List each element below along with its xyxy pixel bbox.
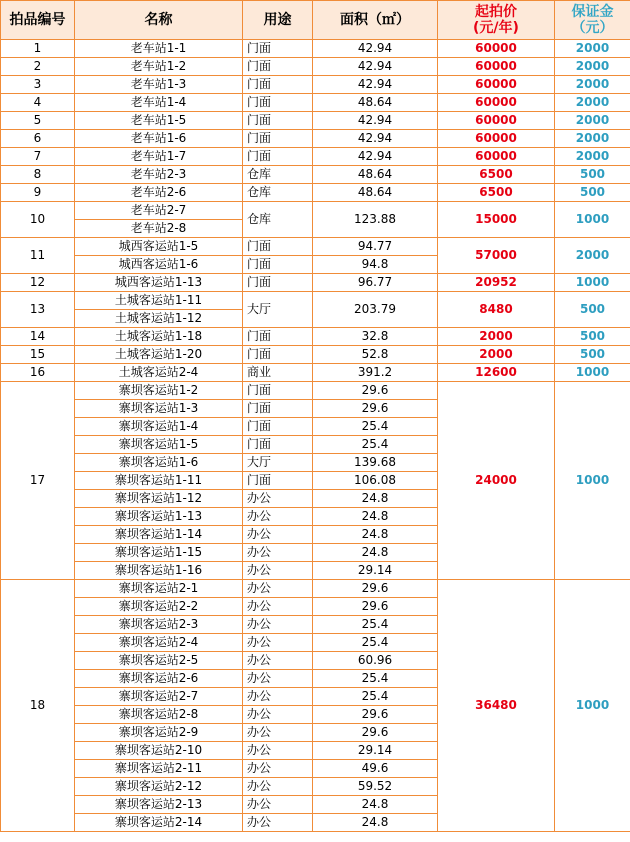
lot-area-cell: 29.6	[313, 706, 438, 724]
lot-area-cell: 24.8	[313, 544, 438, 562]
lot-number-cell: 6	[1, 130, 75, 148]
lot-usage-cell: 商业	[243, 364, 313, 382]
deposit-cell: 2000	[555, 148, 630, 166]
deposit-cell: 500	[555, 166, 630, 184]
lot-number-cell: 3	[1, 76, 75, 94]
lot-area-cell: 24.8	[313, 814, 438, 832]
lot-name-cell: 老车站2-7	[75, 202, 243, 220]
lot-area-cell: 32.8	[313, 328, 438, 346]
table-row	[1, 148, 630, 166]
lot-area-cell: 42.94	[313, 112, 438, 130]
start-price-cell: 36480	[438, 580, 555, 832]
deposit-cell: 1000	[555, 580, 630, 832]
lot-number-cell: 13	[1, 292, 75, 328]
lot-usage-cell: 办公	[243, 580, 313, 598]
lot-usage-cell: 办公	[243, 490, 313, 508]
lot-usage-cell: 大厅	[243, 454, 313, 472]
lot-area-cell: 29.6	[313, 580, 438, 598]
lot-usage-cell: 办公	[243, 634, 313, 652]
start-price-cell: 8480	[438, 292, 555, 328]
table-row	[1, 364, 630, 382]
deposit-cell: 2000	[555, 130, 630, 148]
start-price-cell: 60000	[438, 40, 555, 58]
lot-name-cell: 土城客运站1-11	[75, 292, 243, 310]
deposit-cell: 1000	[555, 364, 630, 382]
lot-area-cell: 48.64	[313, 184, 438, 202]
lot-area-cell: 94.77	[313, 238, 438, 256]
lot-name-cell: 寨坝客运站1-12	[75, 490, 243, 508]
lot-name-cell: 老车站2-8	[75, 220, 243, 238]
table-row	[1, 184, 630, 202]
lot-name-cell: 老车站2-6	[75, 184, 243, 202]
lot-name-cell: 寨坝客运站1-11	[75, 472, 243, 490]
lot-name-cell: 寨坝客运站2-1	[75, 580, 243, 598]
lot-area-cell: 42.94	[313, 76, 438, 94]
lot-number-cell: 18	[1, 580, 75, 832]
lot-area-cell: 25.4	[313, 688, 438, 706]
lot-name-cell: 寨坝客运站1-3	[75, 400, 243, 418]
table-row	[1, 382, 630, 400]
header-start-price	[438, 1, 555, 40]
lot-area-cell: 29.14	[313, 742, 438, 760]
lot-name-cell: 土城客运站1-18	[75, 328, 243, 346]
lot-area-cell: 25.4	[313, 616, 438, 634]
lot-name-cell: 寨坝客运站2-9	[75, 724, 243, 742]
lot-usage-cell: 门面	[243, 346, 313, 364]
lot-name-cell: 寨坝客运站1-5	[75, 436, 243, 454]
deposit-cell: 2000	[555, 94, 630, 112]
lot-area-cell: 25.4	[313, 418, 438, 436]
lot-number-cell: 7	[1, 148, 75, 166]
lot-area-cell: 42.94	[313, 130, 438, 148]
lot-usage-cell: 大厅	[243, 292, 313, 328]
table-row	[1, 202, 630, 220]
lot-area-cell: 49.6	[313, 760, 438, 778]
lot-usage-cell: 门面	[243, 94, 313, 112]
lot-number-cell: 16	[1, 364, 75, 382]
lot-name-cell: 寨坝客运站1-14	[75, 526, 243, 544]
lot-area-cell: 24.8	[313, 508, 438, 526]
lot-name-cell: 寨坝客运站1-6	[75, 454, 243, 472]
lot-number-cell: 5	[1, 112, 75, 130]
table-row	[1, 274, 630, 292]
lot-usage-cell: 门面	[243, 418, 313, 436]
header-lot-no: 拍品编号	[1, 1, 75, 40]
lot-number-cell: 10	[1, 202, 75, 238]
lot-usage-cell: 办公	[243, 562, 313, 580]
lot-number-cell: 9	[1, 184, 75, 202]
start-price-cell: 60000	[438, 112, 555, 130]
deposit-cell: 1000	[555, 382, 630, 580]
lot-name-cell: 老车站1-5	[75, 112, 243, 130]
lot-usage-cell: 门面	[243, 256, 313, 274]
table-row	[1, 58, 630, 76]
start-price-cell: 60000	[438, 58, 555, 76]
lot-number-cell: 17	[1, 382, 75, 580]
table-row	[1, 40, 630, 58]
lot-name-cell: 寨坝客运站1-13	[75, 508, 243, 526]
lot-area-cell: 25.4	[313, 436, 438, 454]
lot-usage-cell: 办公	[243, 724, 313, 742]
lot-usage-cell: 门面	[243, 400, 313, 418]
lot-number-cell: 15	[1, 346, 75, 364]
lot-usage-cell: 办公	[243, 706, 313, 724]
lot-area-cell: 29.6	[313, 724, 438, 742]
start-price-cell: 2000	[438, 346, 555, 364]
lot-name-cell: 土城客运站1-20	[75, 346, 243, 364]
deposit-cell: 500	[555, 184, 630, 202]
lot-area-cell: 94.8	[313, 256, 438, 274]
lot-area-cell: 139.68	[313, 454, 438, 472]
lot-area-cell: 24.8	[313, 490, 438, 508]
lot-name-cell: 老车站1-7	[75, 148, 243, 166]
deposit-cell: 500	[555, 328, 630, 346]
lot-usage-cell: 办公	[243, 616, 313, 634]
lot-name-cell: 寨坝客运站2-12	[75, 778, 243, 796]
table-row	[1, 94, 630, 112]
start-price-cell: 60000	[438, 76, 555, 94]
table-row	[1, 580, 630, 598]
lot-usage-cell: 门面	[243, 238, 313, 256]
lot-name-cell: 寨坝客运站1-15	[75, 544, 243, 562]
lot-usage-cell: 办公	[243, 670, 313, 688]
lot-usage-cell: 办公	[243, 508, 313, 526]
lot-usage-cell: 门面	[243, 382, 313, 400]
header-deposit	[555, 1, 630, 40]
lot-usage-cell: 办公	[243, 598, 313, 616]
lot-usage-cell: 门面	[243, 274, 313, 292]
lot-area-cell: 203.79	[313, 292, 438, 328]
lot-usage-cell: 办公	[243, 760, 313, 778]
lot-area-cell: 48.64	[313, 94, 438, 112]
table-header-row	[1, 1, 630, 40]
lot-name-cell: 老车站1-6	[75, 130, 243, 148]
lot-name-cell: 城西客运站1-5	[75, 238, 243, 256]
header-deposit-line2: （元）	[571, 20, 614, 36]
lot-area-cell: 29.14	[313, 562, 438, 580]
lot-name-cell: 寨坝客运站2-14	[75, 814, 243, 832]
lot-area-cell: 25.4	[313, 634, 438, 652]
deposit-cell: 500	[555, 292, 630, 328]
lot-usage-cell: 仓库	[243, 202, 313, 238]
lot-number-cell: 8	[1, 166, 75, 184]
lot-area-cell: 123.88	[313, 202, 438, 238]
deposit-cell: 1000	[555, 274, 630, 292]
lot-usage-cell: 门面	[243, 472, 313, 490]
deposit-cell: 2000	[555, 238, 630, 274]
start-price-cell: 60000	[438, 94, 555, 112]
lot-name-cell: 寨坝客运站2-6	[75, 670, 243, 688]
lot-usage-cell: 办公	[243, 742, 313, 760]
header-start-price-line1: 起拍价	[475, 4, 517, 20]
lot-name-cell: 寨坝客运站2-11	[75, 760, 243, 778]
start-price-cell: 6500	[438, 166, 555, 184]
lot-name-cell: 城西客运站1-6	[75, 256, 243, 274]
lot-name-cell: 寨坝客运站1-16	[75, 562, 243, 580]
lot-area-cell: 96.77	[313, 274, 438, 292]
header-usage: 用途	[243, 1, 313, 40]
start-price-cell: 2000	[438, 328, 555, 346]
lot-name-cell: 老车站1-2	[75, 58, 243, 76]
lot-usage-cell: 门面	[243, 130, 313, 148]
lot-name-cell: 寨坝客运站1-4	[75, 418, 243, 436]
deposit-cell: 2000	[555, 58, 630, 76]
lot-number-cell: 2	[1, 58, 75, 76]
table-row	[1, 166, 630, 184]
lot-number-cell: 1	[1, 40, 75, 58]
lot-area-cell: 29.6	[313, 382, 438, 400]
lot-name-cell: 寨坝客运站2-2	[75, 598, 243, 616]
lot-area-cell: 42.94	[313, 58, 438, 76]
lot-area-cell: 42.94	[313, 40, 438, 58]
lot-number-cell: 4	[1, 94, 75, 112]
lot-number-cell: 14	[1, 328, 75, 346]
start-price-cell: 12600	[438, 364, 555, 382]
start-price-cell: 57000	[438, 238, 555, 274]
lot-area-cell: 29.6	[313, 598, 438, 616]
deposit-cell: 2000	[555, 76, 630, 94]
lot-usage-cell: 仓库	[243, 184, 313, 202]
lot-usage-cell: 办公	[243, 652, 313, 670]
lot-name-cell: 土城客运站2-4	[75, 364, 243, 382]
table-row	[1, 76, 630, 94]
lot-usage-cell: 门面	[243, 40, 313, 58]
lot-usage-cell: 办公	[243, 814, 313, 832]
lot-name-cell: 寨坝客运站1-2	[75, 382, 243, 400]
lot-area-cell: 24.8	[313, 526, 438, 544]
lot-name-cell: 老车站1-3	[75, 76, 243, 94]
lot-usage-cell: 门面	[243, 58, 313, 76]
lot-usage-cell: 办公	[243, 688, 313, 706]
lot-name-cell: 老车站1-4	[75, 94, 243, 112]
table-row	[1, 346, 630, 364]
lot-name-cell: 老车站1-1	[75, 40, 243, 58]
deposit-cell: 500	[555, 346, 630, 364]
table-body	[1, 40, 630, 832]
lot-area-cell: 391.2	[313, 364, 438, 382]
header-deposit-line1: 保证金	[571, 4, 614, 20]
start-price-cell: 60000	[438, 148, 555, 166]
lot-usage-cell: 办公	[243, 778, 313, 796]
start-price-cell: 15000	[438, 202, 555, 238]
lot-area-cell: 48.64	[313, 166, 438, 184]
table-row	[1, 130, 630, 148]
start-price-cell: 60000	[438, 130, 555, 148]
lot-area-cell: 29.6	[313, 400, 438, 418]
lot-name-cell: 土城客运站1-12	[75, 310, 243, 328]
lot-usage-cell: 办公	[243, 526, 313, 544]
lot-area-cell: 52.8	[313, 346, 438, 364]
start-price-cell: 6500	[438, 184, 555, 202]
deposit-cell: 1000	[555, 202, 630, 238]
table-row	[1, 238, 630, 256]
lot-usage-cell: 办公	[243, 796, 313, 814]
lot-number-cell: 11	[1, 238, 75, 274]
start-price-cell: 24000	[438, 382, 555, 580]
lot-usage-cell: 门面	[243, 328, 313, 346]
deposit-cell: 2000	[555, 40, 630, 58]
table-row	[1, 292, 630, 310]
start-price-cell: 20952	[438, 274, 555, 292]
lot-number-cell: 12	[1, 274, 75, 292]
lot-area-cell: 25.4	[313, 670, 438, 688]
lot-name-cell: 寨坝客运站2-7	[75, 688, 243, 706]
deposit-cell: 2000	[555, 112, 630, 130]
lot-name-cell: 寨坝客运站2-4	[75, 634, 243, 652]
lot-usage-cell: 门面	[243, 436, 313, 454]
lot-area-cell: 24.8	[313, 796, 438, 814]
header-name: 名称	[75, 1, 243, 40]
lot-area-cell: 106.08	[313, 472, 438, 490]
lot-area-cell: 42.94	[313, 148, 438, 166]
table-row	[1, 328, 630, 346]
lot-name-cell: 老车站2-3	[75, 166, 243, 184]
header-area: 面积（㎡）	[313, 1, 438, 40]
lot-usage-cell: 门面	[243, 76, 313, 94]
lot-name-cell: 寨坝客运站2-3	[75, 616, 243, 634]
lot-name-cell: 寨坝客运站2-5	[75, 652, 243, 670]
lot-name-cell: 寨坝客运站2-8	[75, 706, 243, 724]
lot-usage-cell: 办公	[243, 544, 313, 562]
lot-name-cell: 寨坝客运站2-10	[75, 742, 243, 760]
lot-area-cell: 60.96	[313, 652, 438, 670]
lot-usage-cell: 门面	[243, 148, 313, 166]
lot-name-cell: 寨坝客运站2-13	[75, 796, 243, 814]
lot-usage-cell: 门面	[243, 112, 313, 130]
lot-name-cell: 城西客运站1-13	[75, 274, 243, 292]
lot-area-cell: 59.52	[313, 778, 438, 796]
lot-usage-cell: 仓库	[243, 166, 313, 184]
header-start-price-line2: (元/年)	[473, 20, 519, 36]
table-row	[1, 112, 630, 130]
